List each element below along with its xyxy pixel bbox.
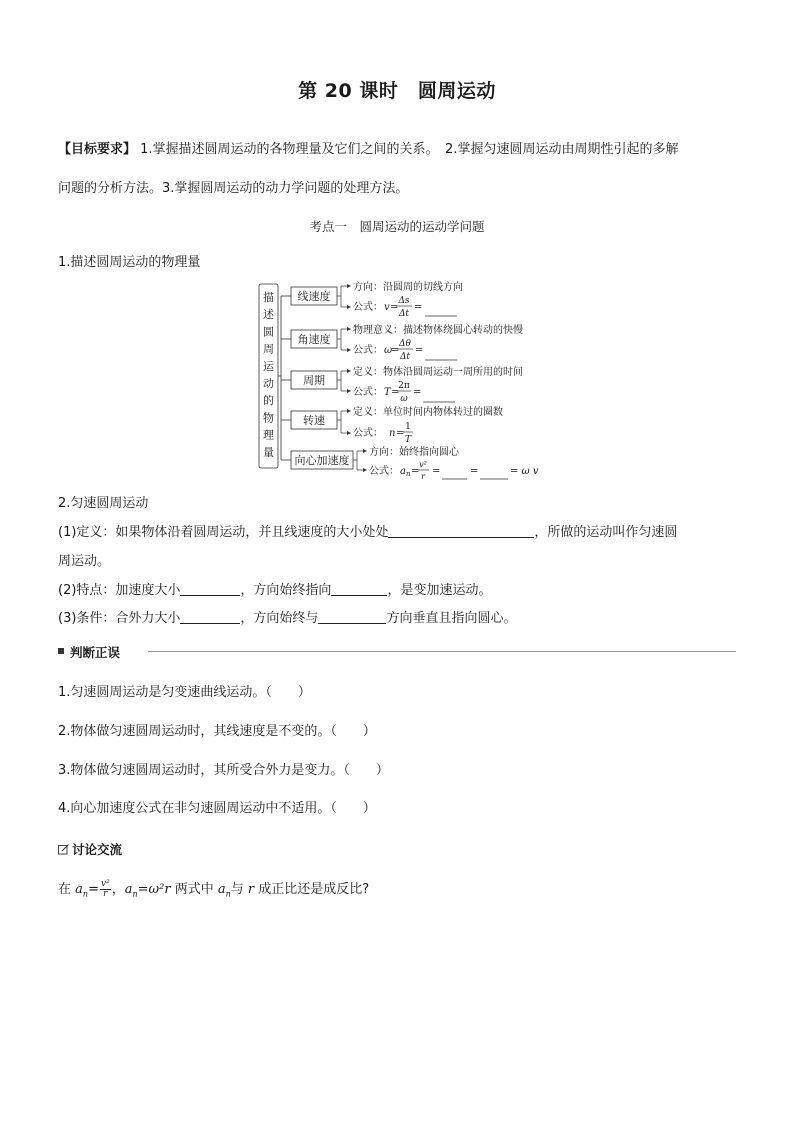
vertical-label-char: 物 [263, 411, 274, 425]
discussion-header [58, 840, 122, 858]
period-definition: 定义：物体沿圆周运动一周所用的时间 [353, 367, 523, 378]
section2-definition-cont: 周运动。 [58, 554, 111, 569]
vertical-label-char: 描 [263, 291, 274, 304]
section2-condition [58, 607, 516, 626]
question-var-a-2: a [124, 882, 133, 897]
feature-blank-2[interactable] [331, 581, 387, 596]
angular-velocity-num: Δθ [399, 339, 411, 349]
objectives-text-1: 1.掌握描述圆周运动的各物理量及它们之间的关系。 2.掌握匀速圆周运动由周期性引起的多解 [140, 142, 679, 157]
linear-velocity-eq: = [390, 302, 399, 313]
question-sub-n-3: n [225, 889, 231, 899]
angular-velocity-meaning: 物理意义：描述物体绕圆心转动的快慢 [353, 325, 523, 336]
concept-diagram [253, 276, 553, 481]
feature-text-c: ，是变加速运动。 [387, 583, 492, 598]
feature-text-b: ，方向始终指向 [240, 583, 332, 598]
vertical-label-char: 理 [263, 428, 274, 442]
centripetal-tail: = ω v [510, 466, 539, 477]
diagram-label-speed: 转速 [303, 414, 325, 427]
linear-velocity-eq2: = [414, 302, 423, 313]
question-var-r: r [247, 882, 255, 897]
question-var-a: a [75, 882, 83, 897]
page-title: 第 20 课时 圆周运动 [298, 80, 496, 102]
diagram-label-centripetal: 向心加速度 [294, 454, 350, 467]
vertical-label-char: 运 [263, 359, 274, 373]
condition-text-c: 方向垂直且指向圆心。 [386, 611, 517, 626]
condition-text-a: (3)条件：合外力大小 [58, 611, 181, 626]
speed-formula-prefix: 公式： [353, 428, 383, 439]
centripetal-num: v² [419, 460, 427, 469]
question-end: 成正比还是成反比? [258, 882, 370, 897]
question-var-a-3: a [217, 882, 226, 897]
condition-blank-2[interactable] [318, 609, 386, 624]
feature-blank-1[interactable] [180, 581, 240, 596]
angular-velocity-eq2: = [415, 345, 424, 356]
linear-velocity-direction: 方向：沿圆周的切线方向 [353, 282, 463, 293]
speed-den: T [404, 435, 412, 445]
period-formula-prefix: 公式： [353, 387, 383, 398]
edit-note-icon [58, 844, 69, 855]
period-eq: = [391, 387, 400, 398]
linear-velocity-formula-prefix: 公式： [353, 302, 383, 313]
question-sub-n: n [82, 889, 89, 899]
question-mid: 两式中 [174, 882, 214, 897]
judge-item: 4.向心加速度公式在非匀速圆周运动中不适用。（ ） [58, 801, 376, 816]
linear-velocity-var: v [384, 302, 390, 313]
angular-velocity-den: Δt [399, 352, 411, 362]
section2-heading: 2.匀速圆周运动 [58, 496, 149, 511]
objectives-line-2: 问题的分析方法。3.掌握圆周运动的动力学问题的处理方法。 [58, 181, 409, 196]
vertical-label-char: 圆 [263, 325, 274, 339]
angular-velocity-var: ω [384, 345, 393, 356]
question-fraction [100, 880, 111, 899]
judge-item: 1.匀速圆周运动是匀变速曲线运动。（ ） [58, 685, 311, 700]
angular-velocity-eq: = [391, 345, 400, 356]
diagram-label-linear-velocity: 线速度 [297, 290, 331, 303]
speed-eq: = [396, 428, 405, 439]
square-bullet-icon [58, 648, 64, 654]
judge-divider [148, 651, 736, 652]
section2-feature [58, 579, 491, 598]
diagram-label-period: 周期 [303, 374, 325, 387]
discussion-question [58, 878, 369, 899]
period-eq2: = [413, 387, 422, 398]
definition-text-b: ，所做的运动叫作匀速圆 [534, 525, 678, 540]
period-var: T [384, 387, 391, 398]
vertical-label-char: 动 [263, 377, 274, 390]
vertical-label-char: 的 [263, 394, 274, 408]
objectives-label: 【目标要求】 [58, 142, 137, 157]
question-eq: = [88, 882, 99, 897]
vertical-label-char: 述 [263, 308, 274, 322]
diagram-label-angular-velocity: 角速度 [297, 333, 331, 346]
condition-blank-1[interactable] [180, 609, 240, 624]
speed-var: n [389, 428, 396, 439]
question-pre: 在 [58, 882, 72, 897]
centripetal-formula-prefix: 公式： [369, 466, 399, 477]
definition-text-a: (1)定义：如果物体沿着圆周运动，并且线速度的大小处处 [58, 525, 389, 540]
discussion-label: 讨论交流 [72, 842, 123, 857]
centripetal-direction: 方向：始终指向圆心 [369, 447, 459, 458]
centripetal-sub: n [406, 470, 411, 478]
judge-item: 3.物体做匀速圆周运动时，其所受合外力是变力。（ ） [58, 763, 389, 778]
feature-text-a: (2)特点：加速度大小 [58, 583, 181, 598]
centripetal-eq3: = [470, 466, 479, 477]
vertical-label-char: 量 [263, 445, 274, 459]
angular-velocity-formula-prefix: 公式： [353, 345, 383, 356]
question-formula-b: =ω²r [137, 882, 171, 897]
linear-velocity-den: Δt [398, 309, 410, 319]
speed-num: 1 [405, 422, 411, 432]
objectives-line-1 [58, 138, 678, 157]
linear-velocity-num: Δs [398, 296, 410, 306]
section2-definition [58, 521, 677, 540]
diagram-vertical-label [263, 290, 275, 459]
question-with: 与 [230, 882, 244, 897]
condition-text-b: ，方向始终与 [240, 611, 319, 626]
vertical-label-char: 周 [263, 342, 274, 356]
period-den: ω [400, 394, 408, 404]
centripetal-eq2: = [432, 466, 441, 477]
centripetal-eq: = [411, 466, 420, 477]
question-frac-den: r [103, 889, 108, 899]
speed-definition: 定义：单位时间内物体转过的圈数 [353, 407, 503, 418]
section1-heading: 1.描述圆周运动的物理量 [58, 255, 201, 270]
judge-header [58, 643, 736, 659]
period-num: 2π [398, 381, 410, 391]
kaodian-title: 考点一 圆周运动的运动学问题 [309, 219, 485, 234]
centripetal-den: r [421, 472, 425, 481]
judge-label: 判断正误 [70, 645, 121, 660]
question-comma: ， [111, 882, 125, 897]
question-frac-num: v² [100, 879, 110, 889]
definition-blank[interactable] [388, 523, 534, 538]
centripetal-var: a [400, 466, 406, 477]
judge-item: 2.物体做匀速圆周运动时，其线速度是不变的。（ ） [58, 724, 376, 739]
question-sub-n-2: n [132, 889, 138, 899]
